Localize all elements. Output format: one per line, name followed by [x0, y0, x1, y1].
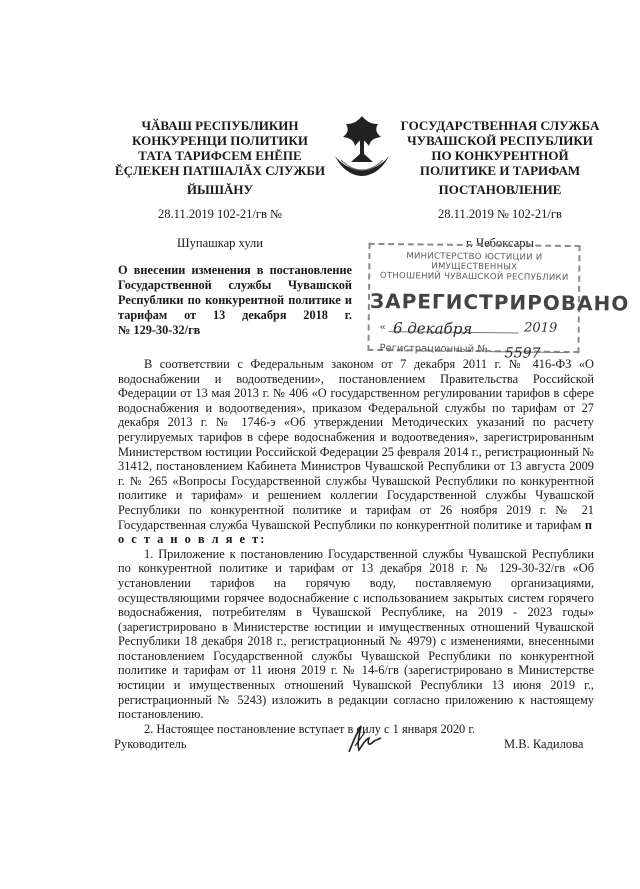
header-left-line: ТАТА ТАРИФСЕМ ЕНĔПЕ — [138, 148, 302, 163]
header-right-line: ПО КОНКУРЕНТНОЙ — [431, 148, 569, 163]
stamp-number-label: Регистрационный № — [379, 343, 488, 356]
subject-line: Государственной службы Чувашской — [118, 278, 352, 292]
header-left-line: ĔÇЛЕКЕН ПАТШАЛĂХ СЛУЖБИ — [114, 163, 326, 178]
registration-stamp — [367, 243, 630, 362]
stamp-date-year: 2019 — [524, 320, 558, 336]
chuvash-emblem-icon — [331, 112, 393, 178]
stamp-date-prefix: « — [379, 322, 386, 334]
stamp-date-row — [380, 319, 578, 339]
stamp-ministry-line: ОТНОШЕНИЙ ЧУВАШСКОЙ РЕСПУБЛИКИ — [379, 271, 569, 283]
header-left-org — [110, 118, 330, 178]
header-left-line: ЧӐВАШ РЕСПУБЛИКИН — [141, 118, 299, 133]
body-paragraph: 2. Настоящее постановление вступает в силу с 1 января 2020 г. — [144, 721, 476, 736]
subject-line: О внесении изменения в постановление — [118, 263, 352, 277]
header-left-city: Шупашкар хули — [177, 236, 263, 250]
handwritten-signature — [345, 722, 385, 758]
header-right-org — [395, 118, 605, 178]
header-left-doc-type: ЙЫШĂНУ — [186, 182, 254, 197]
header-right-doc-type: ПОСТАНОВЛЕНИЕ — [438, 182, 562, 197]
subject-line: Республики по конкурентной политике и — [118, 293, 352, 307]
header-left-date-number: 28.11.2019 102-21/гв № — [158, 207, 282, 221]
body-paragraph-preamble: В соответствии с Федеральным законом от 7 декабря 2011 г. № 416-ФЗ «О водоснабжении и водоотведении», постановлением Правительства Российской Федерации от 13 мая 2013 г. № 406 «О государственном регулировании тарифов в сфере водоснабжения и водоотведения», приказом Федеральной службы по тарифам от 27 декабря 2013 г. № 1746-э «Об утверждении Методических указаний по расчету регулируемых тарифов в сфере водоснабжения и водоотведения», зарегистрированным Министерством юстиции Российской Федерации 25 февраля 2014 г., регистрационный № 31412, постановлением Кабинета Министров Чувашской Республики от 13 августа 2009 г. № 265 «Вопросы Государственной службы Чувашской Республики по конкурентной политике и тарифам» и решением коллегии Государственной службы Чувашской Республики по конкурентной политике и тарифам от 26 ноября 2019 г. № 21 Государственная служба Чувашской Республики по конкурентной политике и тарифам — [118, 357, 594, 532]
header-right-line: ГОСУДАРСТВЕННАЯ СЛУЖБА — [400, 118, 600, 133]
header-right-line: ПОЛИТИКЕ И ТАРИФАМ — [419, 163, 581, 178]
signature-name: М.В. Кадилова — [504, 737, 584, 751]
stamp-date-underline — [389, 319, 519, 338]
stamp-number-handwritten: 5597 — [504, 345, 541, 362]
body-paragraph: 1. Приложение к постановлению Государственной службы Чувашской Республики по конкурентной политике и тарифам от 13 декабря 2018 г. № 129-30-32/гв «Об установлении тарифов на горячую воду, поставляемую организациями, осуществляющими горячее водоснабжение с использованием закрытых систем горячего водоснабжения, потребителям в Чувашской Республике, на 2019 - 2023 годы» (зарегистрировано в Министерстве юстиции и имущественных отношений Чувашской Республики 18 декабря 2018 г., регистрационный № 4979) с изменениями, внесенными постановлением Государственной службы Чувашской Республики по конкурентной политике и тарифам от 11 июня 2019 г. № 14-6/гв (зарегистрировано в Министерстве юстиции и имущественных отношений Чувашской Республики 13 июня 2019 г., регистрационный № 5243) изложить в редакции согласно приложению к настоящему постановлению. — [118, 546, 594, 722]
stamp-ministry-line: МИНИСТЕРСТВО ЮСТИЦИИ И ИМУЩЕСТВЕННЫХ — [406, 251, 543, 273]
header-right-line: ЧУВАШСКОЙ РЕСПУБЛИКИ — [407, 133, 593, 148]
document-subject — [118, 263, 352, 338]
subject-line: тарифам от 13 декабря 2018 г. — [118, 308, 352, 322]
document-body — [118, 357, 594, 736]
stamp-registered-title: ЗАРЕГИСТРИРОВАНО — [369, 288, 630, 316]
header-right-date-number: 28.11.2019 № 102-21/гв — [438, 207, 562, 221]
signature-position: Руководитель — [114, 737, 187, 751]
subject-line: № 129-30-32/гв — [118, 323, 201, 337]
header-right-city: г. Чебоксары — [466, 236, 534, 250]
stamp-number-row — [379, 343, 577, 362]
stamp-number-underline — [491, 345, 569, 362]
stamp-date-handwritten: 6 декабря — [392, 319, 473, 338]
resolves-phrase: п о с т а н о в л я е т: — [118, 517, 594, 547]
header-left-line: КОНКУРЕНЦИ ПОЛИТИКИ — [132, 133, 308, 148]
body-paragraph — [118, 357, 594, 547]
